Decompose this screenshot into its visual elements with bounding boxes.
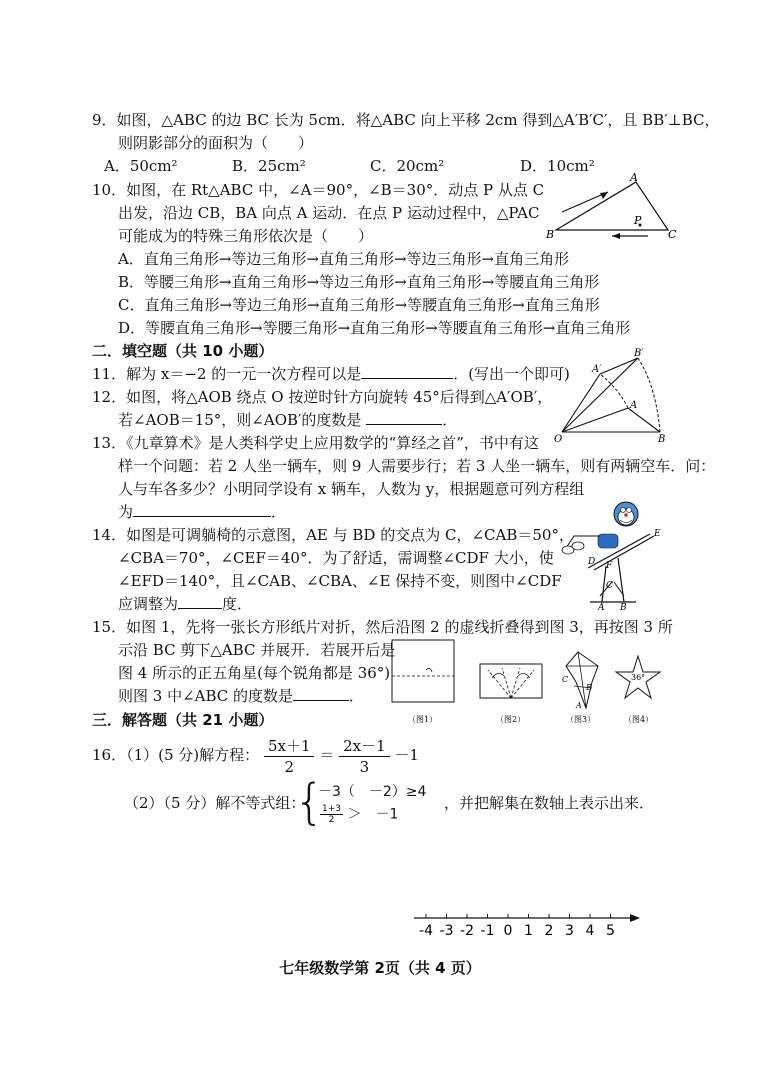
number-line <box>414 904 646 938</box>
q16-inequality-2-numerator: 1+3 <box>322 804 341 814</box>
q16-fraction-2-numerator: 2x－1 <box>339 736 390 757</box>
q10-option-d: D．等腰直角三角形→等腰三角形→直角三角形→等腰直角三角形→直角三角形 <box>118 319 631 337</box>
q15-line2: 示沿 BC 剪下△ABC 并展开．若展开后是 <box>118 641 396 659</box>
q10-label-p: P <box>634 214 642 227</box>
q10-option-b: B．等腰三角形→直角三角形→等边三角形→直角三角形→等腰直角三角形 <box>118 273 600 291</box>
q14-line2: ∠CBA＝70°，∠CEF＝40°．为了舒适，需调整∠CDF 大小，使 <box>118 549 554 567</box>
q11-answer-blank[interactable] <box>361 364 453 379</box>
number-line-tick-label: 0 <box>503 923 513 938</box>
q12-label-o: O <box>554 434 563 445</box>
q16-system-brace: { <box>294 774 325 830</box>
number-line-tick-label: -1 <box>480 923 495 938</box>
q14-label-d: D <box>588 557 596 567</box>
q14-line4-post: 度． <box>222 595 253 613</box>
section-2-heading: 二．填空题（共 10 小题） <box>92 342 274 360</box>
q15-line4-text: 则图 3 中∠ABC 的度数是 <box>118 687 294 705</box>
number-line-tick-label: 4 <box>585 923 595 938</box>
q15-line4-post: ． <box>349 687 365 705</box>
q15-caption-4: （图4） <box>624 715 654 724</box>
q16-inequality-2 <box>320 804 398 825</box>
q13-line3: 人与车各多少？小明同学设有 x 辆车，人数为 y，根据题意可列方程组 <box>118 480 585 498</box>
q16-fraction-2-denominator: 3 <box>359 757 370 776</box>
q14-label-e: E <box>654 529 661 539</box>
number-line-tick-label: 3 <box>565 923 574 938</box>
q16-part2-tail: ，并把解集在数轴上表示出来． <box>444 794 655 812</box>
q10-line1: 10．如图，在 Rt△ABC 中，∠A＝90°，∠B＝30°．动点 P 从点 C <box>92 181 545 199</box>
q12-label-a: A <box>630 400 638 411</box>
q10-option-a: A．直角三角形→等边三角形→直角三角形→等边三角形→直角三角形 <box>118 250 570 268</box>
page-footer: 七年级数学第 2页（共 4 页） <box>279 959 481 977</box>
number-line-tick-label: -4 <box>419 923 433 938</box>
q15-answer-blank[interactable] <box>293 686 349 701</box>
q13-line1: 13．《九章算术》是人类科学史上应用数学的“算经之首”，书中有这 <box>92 434 539 452</box>
number-line-tick-label: -2 <box>460 923 474 938</box>
q9-option-d: D．10cm² <box>520 157 595 175</box>
number-line-tick-label: 2 <box>544 923 554 938</box>
q16-part1-tail: －1 <box>394 746 419 764</box>
q15-folding-figures <box>386 636 676 728</box>
q13-line2: 样一个问题：若 2 人坐一辆车，则 9 人需要步行；若 3 人坐一辆车，则有两辆空车．问： <box>118 457 716 475</box>
q13-line4-text: 为 <box>118 503 134 521</box>
q14-label-b: B <box>620 603 627 610</box>
q12-line2-post: ． <box>442 411 458 429</box>
q15-caption-3: （图3） <box>566 715 596 724</box>
q14-recliner-figure <box>558 490 668 610</box>
q16-inequality-2-fraction <box>320 804 343 825</box>
q10-label-a: A <box>630 172 638 184</box>
q13-answer-blank[interactable] <box>133 502 271 517</box>
q15-line4 <box>118 686 364 706</box>
q16-inequality-1: －3（ －2）≥4 <box>318 784 427 800</box>
q15-fig3-label-b: B <box>586 683 592 692</box>
q14-line3: ∠EFD＝140°，且∠CAB、∠CBA、∠E 保持不变，则图中∠CDF <box>118 572 562 590</box>
q16-fraction-1 <box>264 736 315 777</box>
q16-inequality-2-rhs: ＞ －1 <box>347 806 399 823</box>
q16-fraction-1-numerator: 5x＋1 <box>264 736 315 757</box>
q9-option-c: C．20cm² <box>370 157 445 175</box>
q9-option-b: B．25cm² <box>232 157 306 175</box>
q14-answer-blank[interactable] <box>178 594 222 609</box>
q12-label-b: B <box>658 434 666 445</box>
q16-part1-label: 16．（1）(5 分)解方程： <box>92 746 260 764</box>
q16-part2-label: （2）（5 分）解不等式组： <box>124 794 306 812</box>
q16-equals: ＝ <box>319 746 335 764</box>
q12-line2 <box>118 410 457 430</box>
q9-option-a: A．50cm² <box>104 157 178 175</box>
q14-line1: 14．如图是可调躺椅的示意图，AE 与 BD 的交点为 C，∠CAB＝50°， <box>92 526 574 544</box>
q15-caption-2: （图2） <box>496 715 526 724</box>
q16-fraction-2 <box>339 736 390 777</box>
q15-line1: 15．如图 1，先将一张长方形纸片对折，然后沿图 2 的虚线折叠得到图 3，再按图 3 所 <box>92 618 673 636</box>
q10-triangle-figure <box>540 172 680 244</box>
q14-label-c: C <box>606 581 613 591</box>
q10-label-b: B <box>546 228 555 241</box>
q12-line2-text: 若∠AOB＝15°，则∠AOB′的度数是 <box>118 411 362 429</box>
q15-fig3-label-c: C <box>562 675 569 684</box>
q16-inequality-2-denominator: 2 <box>328 815 335 825</box>
q12-label-b-prime: B′ <box>634 348 644 359</box>
q11-text-post: ．(写出一个即可) <box>453 365 570 383</box>
q12-line1: 12．如图，将△AOB 绕点 O 按逆时针方向旋转 45°后得到△A′OB′， <box>92 388 553 406</box>
q14-label-a: A <box>598 603 605 610</box>
q12-answer-blank[interactable] <box>366 410 442 425</box>
q9-line2: 则阴影部分的面积为（ ） <box>118 134 314 152</box>
q16-part1 <box>92 732 419 778</box>
q15-star-angle: 36° <box>631 673 646 682</box>
q14-line4 <box>118 594 252 614</box>
q11-text: 11．解为 x＝−2 的一元一次方程可以是 <box>92 365 362 383</box>
q15-caption-1: （图1） <box>408 715 438 724</box>
q11 <box>92 364 570 384</box>
q15-fig3-label-a: A <box>576 701 582 710</box>
section-3-heading: 三．解答题（共 21 小题） <box>92 711 274 729</box>
number-line-tick-label: -3 <box>439 923 454 938</box>
q15-line3: 图 4 所示的正五角星(每个锐角都是 36°) <box>118 664 391 682</box>
q9-line1: 9．如图，△ABC 的边 BC 长为 5cm．将△ABC 向上平移 2cm 得到△A′B′C′，且 BB′⊥BC， <box>92 111 720 129</box>
q10-label-c: C <box>668 228 677 241</box>
q14-label-f: F <box>606 561 613 571</box>
q10-line2: 出发，沿边 CB，BA 向点 A 运动．在点 P 运动过程中，△PAC <box>118 204 540 222</box>
q12-rotation-figure <box>552 346 682 446</box>
q14-line4-text: 应调整为 <box>118 595 179 613</box>
q12-label-a-prime: A′ <box>592 364 602 375</box>
q13-line4 <box>118 502 286 522</box>
number-line-tick-label: 1 <box>524 923 533 938</box>
q16-fraction-1-denominator: 2 <box>284 757 294 776</box>
q10-line3: 可能成为的特殊三角形依次是（ ） <box>118 227 374 245</box>
q13-line4-post: ． <box>271 503 287 521</box>
number-line-tick-label: 5 <box>606 923 615 938</box>
q10-option-c: C．直角三角形→等边三角形→直角三角形→等腰直角三角形→直角三角形 <box>118 296 600 314</box>
